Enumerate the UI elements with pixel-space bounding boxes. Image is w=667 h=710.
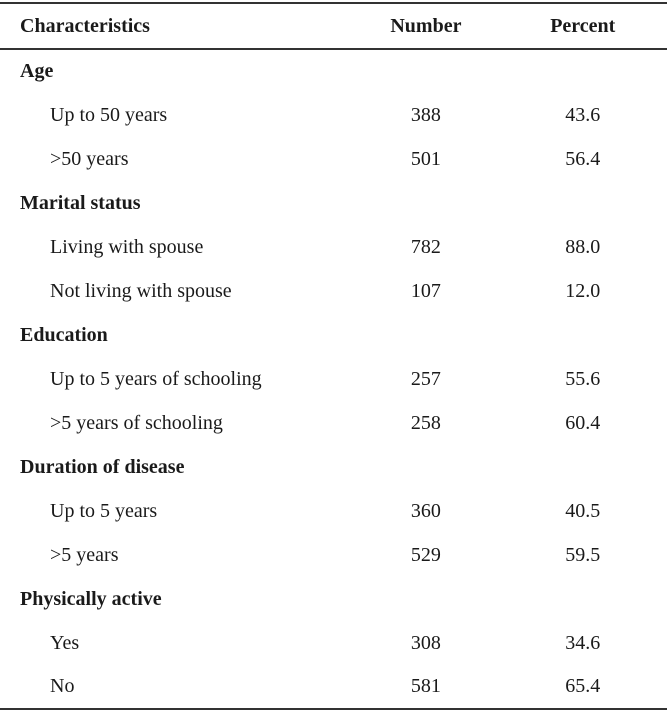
row-number: 360 (410, 499, 441, 522)
row-percent: 12.0 (565, 279, 601, 302)
row-label: No (0, 665, 353, 709)
row-percent: 60.4 (565, 411, 601, 434)
group-label: Duration of disease (20, 455, 185, 478)
group-label: Physically active (20, 587, 162, 610)
table-row (0, 269, 667, 313)
row-number: 501 (410, 147, 441, 170)
table-row (0, 533, 667, 577)
row-percent: 55.6 (565, 367, 601, 390)
row-number: 308 (410, 631, 441, 654)
row-label: >5 years (50, 543, 119, 566)
row-percent: 65.4 (499, 665, 667, 709)
row-label: Not living with spouse (50, 279, 232, 302)
group-label: Marital status (20, 191, 141, 214)
row-number: 529 (410, 543, 441, 566)
table-header (0, 3, 667, 49)
row-label: >5 years of schooling (50, 411, 223, 434)
group-label: Education (20, 323, 108, 346)
group-row-marital-status (0, 181, 667, 225)
row-percent: 88.0 (565, 235, 601, 258)
table-row (0, 137, 667, 181)
row-percent: 43.6 (565, 103, 601, 126)
table-body (0, 49, 667, 709)
row-number: 388 (410, 103, 441, 126)
characteristics-table (0, 2, 667, 710)
table-row (0, 357, 667, 401)
group-row-physically-active (0, 577, 667, 621)
table-row (0, 93, 667, 137)
row-number: 258 (410, 411, 441, 434)
row-label: Up to 50 years (50, 103, 168, 126)
header-number: Number (353, 3, 498, 49)
group-row-duration-of-disease (0, 445, 667, 489)
table-row (0, 621, 667, 665)
row-percent: 59.5 (565, 543, 601, 566)
table-row (0, 401, 667, 445)
row-number: 581 (353, 665, 498, 709)
row-percent: 56.4 (565, 147, 601, 170)
header-percent: Percent (499, 3, 667, 49)
row-number: 257 (410, 367, 441, 390)
header-row (0, 3, 667, 49)
row-label: Yes (50, 631, 80, 654)
table-row (0, 665, 667, 709)
group-row-education (0, 313, 667, 357)
row-label: >50 years (50, 147, 129, 170)
table-row (0, 489, 667, 533)
header-characteristics: Characteristics (0, 3, 353, 49)
row-number: 782 (410, 235, 441, 258)
row-number: 107 (410, 279, 441, 302)
group-row-age (0, 49, 667, 93)
table-row (0, 225, 667, 269)
group-label: Age (20, 60, 54, 82)
row-label: Living with spouse (50, 235, 204, 258)
row-label: Up to 5 years (50, 499, 158, 522)
row-percent: 40.5 (565, 499, 601, 522)
row-label: Up to 5 years of schooling (50, 367, 262, 390)
row-percent: 34.6 (565, 631, 601, 654)
